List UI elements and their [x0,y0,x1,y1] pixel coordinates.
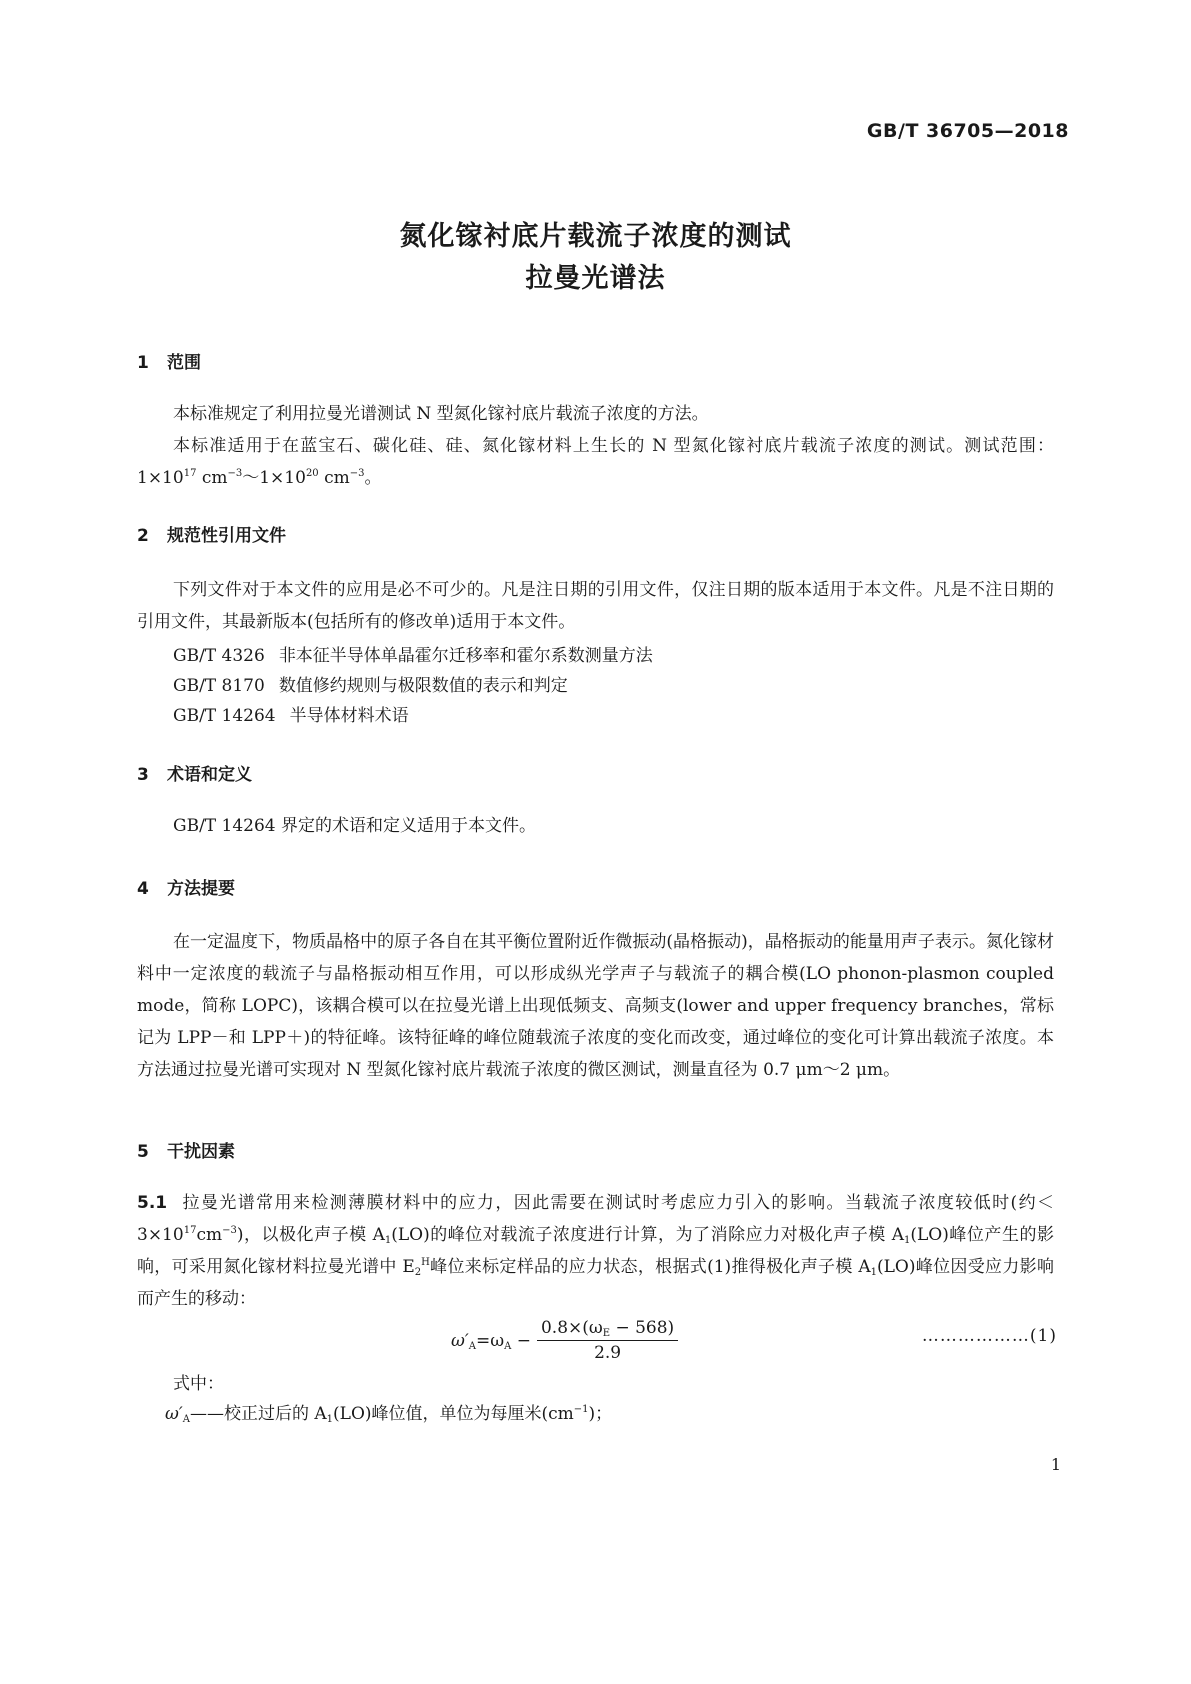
section-title: 范围 [167,353,201,373]
section-number: 3 [137,765,149,785]
section-title: 术语和定义 [167,765,252,785]
section-heading-terms [137,760,252,785]
section-heading-method-summary [137,874,235,899]
section-title: 规范性引用文件 [167,526,286,546]
document-title-line2: 拉曼光谱法 [525,263,666,294]
formula-1 [451,1318,678,1363]
section-title: 干扰因素 [167,1142,235,1162]
page-number: 1 [1050,1455,1061,1474]
variable-definition: $\omega'_A——$校正过后的 $A_1(LO)$峰位值，单位为每厘米$(cm^{-1})$； [165,1404,613,1425]
reference-title: 非本征半导体单晶霍尔迁移率和霍尔系数测量方法 [278,646,653,666]
clause-5-1-paragraph: 5.1 拉曼光谱常用来检测薄膜材料中的应力，因此需要在测试时考虑应力引入的影响。当载流子浓度较低时(约$<3\times 10^{17}cm^{-3}$)，以极化声子模 $A_1(LO)$的峰位对载流子浓度进行计算，为了消除应力对极化声子模 $A_1(LO)$峰位产生的影响，可采用氮化镓材料拉曼光谱中 $E_2^H$峰位来标定样品的应力状态，根据式(1)推得极化声子模 $A_1(LO)$峰位因受应力影响而产生的移动： [137,1193,1054,1309]
reference-code: GB/T 14264 [173,706,276,726]
terms-paragraph: GB/T 14264 界定的术语和定义适用于本文件。 [173,816,537,836]
reference-item [173,641,653,666]
reference-code: GB/T 4326 [173,646,265,666]
section-number: 1 [137,353,149,373]
reference-code: GB/T 8170 [173,676,265,696]
formula-numerator: $0.8\times(\omega_E - 568)$ [537,1318,678,1341]
reference-item [173,701,409,726]
references-paragraph: 下列文件对于本文件的应用是必不可少的。凡是注日期的引用文件，仅注日期的版本适用于本文件。凡是不注日期的引用文件，其最新版本(包括所有的修改单)适用于本文件。 [137,580,1054,632]
formula-fraction [537,1318,678,1363]
section-heading-scope [137,348,201,373]
standard-code: GB/T 36705—2018 [866,120,1069,142]
clause-number: 5.1 [137,1193,168,1213]
where-label: 式中： [173,1374,224,1394]
scope-paragraph-2: 本标准适用于在蓝宝石、碳化硅、硅、氮化镓材料上生长的 N 型氮化镓衬底片载流子浓度的测试。测试范围：$1\times 10^{17}$ $cm^{-3}\sim 1\times 10^{20}$ $cm^{-3}$。 [137,436,1054,488]
scope-paragraph-1: 本标准规定了利用拉曼光谱测试 N 型氮化镓衬底片载流子浓度的方法。 [173,404,709,424]
section-heading-interference [137,1137,235,1162]
section-number: 2 [137,526,149,546]
reference-title: 半导体材料术语 [289,706,409,726]
section-title: 方法提要 [167,879,235,899]
formula-lhs: $\omega'_A=\omega_A$ − [451,1330,531,1352]
method-paragraph: 在一定温度下，物质晶格中的原子各自在其平衡位置附近作微振动(晶格振动)，晶格振动的能量用声子表示。氮化镓材料中一定浓度的载流子与晶格振动相互作用，可以形成纵光学声子与载流子的耦合模(LO phonon-plasmon coupled mode，简称 LOPC)，该耦合模可以在拉曼光谱上出现低频支、高频支(lower and upper frequency branches，常标记为 LPP－和 LPP＋)的特征峰。该特征峰的峰位随载流子浓度的变化而改变，通过峰位的变化可计算出载流子浓度。本方法通过拉曼光谱可实现对 N 型氮化镓衬底片载流子浓度的微区测试，测量直径为 0.7 μm～2 μm。 [137,932,1054,1080]
section-heading-normative-references [137,521,286,546]
document-title-line1: 氮化镓衬底片载流子浓度的测试 [399,221,792,252]
section-number: 5 [137,1142,149,1162]
formula-denominator: 2.9 [594,1343,622,1363]
reference-item [173,671,568,696]
reference-title: 数值修约规则与极限数值的表示和判定 [278,676,568,696]
section-number: 4 [137,879,149,899]
formula-number: ………………(1) [921,1326,1057,1346]
